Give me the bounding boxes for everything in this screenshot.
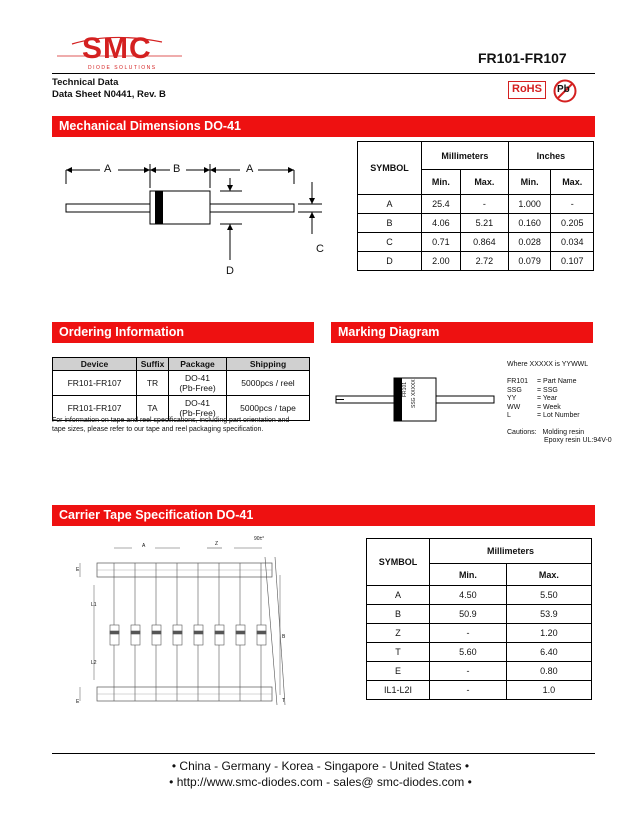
table-row <box>367 624 592 643</box>
footer-contact[interactable]: • http://www.smc-diodes.com - sales@ smc-diodes.com • <box>169 775 472 789</box>
technical-data-label: Technical Data <box>52 77 119 88</box>
legend-value: = Part Name <box>537 378 577 385</box>
marking-text-line2: SSG XXXXX <box>411 379 417 408</box>
tape-label-a: A <box>142 543 146 549</box>
cell: IL1-L2I <box>367 681 430 700</box>
logo-subtext: DIODE SOLUTIONS <box>88 65 157 71</box>
cell: 25.4 <box>422 195 461 214</box>
device-header: Device <box>53 358 137 371</box>
logo <box>52 30 187 74</box>
ordering-section-header: Ordering Information <box>52 322 314 343</box>
table-row <box>367 586 592 605</box>
dim-label-a-right: A <box>246 163 254 175</box>
cell: 5.60 <box>430 643 507 662</box>
legend-key: SSG <box>507 386 522 394</box>
legend-value: = Lot Number <box>537 412 580 419</box>
cell: - <box>551 195 594 214</box>
cell: D <box>358 252 422 271</box>
marking-text-line1: FR101 <box>402 381 408 397</box>
marking-legend <box>507 378 580 421</box>
table-row <box>367 643 592 662</box>
mm-header: Millimeters <box>422 142 509 170</box>
legend-row <box>507 412 580 421</box>
tape-label-e-top: E <box>76 567 80 573</box>
cell: - <box>430 662 507 681</box>
cell: 0.079 <box>508 252 551 271</box>
cell: 0.864 <box>460 233 508 252</box>
mm-min-header: Min. <box>422 170 461 195</box>
ordering-note: For information on tape and reel specifications, including part orientation and tape sizes, please refer to our tape and reel packaging specification. <box>52 417 290 433</box>
mm-max-header: Max. <box>460 170 508 195</box>
tape-max-header: Max. <box>506 564 591 586</box>
legend-row <box>507 404 580 413</box>
dim-label-a-left: A <box>104 163 112 175</box>
suffix-header: Suffix <box>137 358 169 371</box>
cell: 4.06 <box>422 214 461 233</box>
tape-mm-header: Millimeters <box>430 539 592 564</box>
cell: 0.80 <box>506 662 591 681</box>
dimensions-table <box>357 141 594 271</box>
cell: DO-41 (Pb-Free) <box>169 396 227 421</box>
page-title: FR101-FR107 <box>478 50 567 66</box>
legend-key: WW <box>507 403 521 411</box>
mechanical-section-header: Mechanical Dimensions DO-41 <box>52 116 595 137</box>
legend-key: FR101 <box>507 378 529 385</box>
cell: - <box>430 681 507 700</box>
cell: 50.9 <box>430 605 507 624</box>
table-row <box>367 605 592 624</box>
tape-symbol-header: SYMBOL <box>367 539 430 586</box>
logo-text: SMC <box>82 32 152 65</box>
legend-value: = SSG <box>537 386 558 394</box>
data-sheet-label: Data Sheet N0441, Rev. B <box>52 89 166 100</box>
cell: C <box>358 233 422 252</box>
cell: FR101-FR107 <box>53 396 137 421</box>
carrier-section-header: Carrier Tape Specification DO-41 <box>52 505 595 526</box>
cell: 5.21 <box>460 214 508 233</box>
cell: 5000pcs / tape <box>227 396 310 421</box>
cell: T <box>367 643 430 662</box>
cell: 0.205 <box>551 214 594 233</box>
legend-row <box>507 395 580 404</box>
cell: E <box>367 662 430 681</box>
tape-label-l1: L1 <box>91 602 97 608</box>
pb-free-icon <box>553 79 577 103</box>
cell: 2.72 <box>460 252 508 271</box>
cell: A <box>358 195 422 214</box>
cell: DO-41 (Pb-Free) <box>169 371 227 396</box>
cell: 5000pcs / reel <box>227 371 310 396</box>
table-row <box>53 371 310 396</box>
cell: B <box>367 605 430 624</box>
table-row <box>367 681 592 700</box>
cell: Z <box>367 624 430 643</box>
package-header: Package <box>169 358 227 371</box>
in-max-header: Max. <box>551 170 594 195</box>
symbol-header: SYMBOL <box>358 142 422 195</box>
dim-label-b: B <box>173 163 181 175</box>
legend-value: = Week <box>537 403 561 411</box>
cell: 1.20 <box>506 624 591 643</box>
table-row <box>358 214 594 233</box>
in-header: Inches <box>508 142 593 170</box>
shipping-header: Shipping <box>227 358 310 371</box>
cell: 4.50 <box>430 586 507 605</box>
cell: 0.107 <box>551 252 594 271</box>
cell: 1.000 <box>508 195 551 214</box>
cell: - <box>460 195 508 214</box>
tape-label-t: T <box>282 698 286 704</box>
cell: 2.00 <box>422 252 461 271</box>
legend-value: = Year <box>537 395 558 402</box>
cell: 53.9 <box>506 605 591 624</box>
cautions-label: Cautions: <box>507 429 537 436</box>
header-rule <box>52 73 595 74</box>
tape-label-e-bottom: E <box>76 699 80 705</box>
cell: FR101-FR107 <box>53 371 137 396</box>
cell: TR <box>137 371 169 396</box>
table-row <box>358 252 594 271</box>
cell: TA <box>137 396 169 421</box>
cell: 1.0 <box>506 681 591 700</box>
table-row <box>367 662 592 681</box>
legend-key: L <box>507 412 511 419</box>
tape-label-angle: 90±° <box>254 536 265 542</box>
carrier-tape-drawing <box>72 535 302 715</box>
caution-2: Epoxy resin UL:94V-0 <box>544 437 612 444</box>
marking-section-header: Marking Diagram <box>331 322 593 343</box>
footer-rule <box>52 753 595 754</box>
marking-where: Where XXXXX is YYWWL <box>507 361 589 368</box>
cell: 0.034 <box>551 233 594 252</box>
pb-label: Pb <box>557 84 570 95</box>
dim-label-d: D <box>226 265 234 277</box>
cell: 0.028 <box>508 233 551 252</box>
cell: A <box>367 586 430 605</box>
cell: B <box>358 214 422 233</box>
cell: 0.71 <box>422 233 461 252</box>
dim-label-c: C <box>316 243 324 255</box>
legend-key: YY <box>507 395 517 402</box>
tape-label-b: B <box>282 634 286 640</box>
ordering-table <box>52 357 310 421</box>
caution-1: Molding resin <box>542 429 585 436</box>
table-row <box>358 195 594 214</box>
rohs-badge: RoHS <box>508 81 546 99</box>
diode-dimension-drawing <box>60 160 340 280</box>
tape-min-header: Min. <box>430 564 507 586</box>
cell: 6.40 <box>506 643 591 662</box>
tape-label-l2: L2 <box>91 660 97 666</box>
legend-row <box>507 387 580 396</box>
legend-row <box>507 378 580 387</box>
table-row <box>358 233 594 252</box>
cell: 0.160 <box>508 214 551 233</box>
cell: - <box>430 624 507 643</box>
cell: 5.50 <box>506 586 591 605</box>
tape-label-z: Z <box>215 541 219 547</box>
tape-table <box>366 538 592 700</box>
footer-locations: • China - Germany - Korea - Singapore - United States • <box>171 759 470 773</box>
in-min-header: Min. <box>508 170 551 195</box>
